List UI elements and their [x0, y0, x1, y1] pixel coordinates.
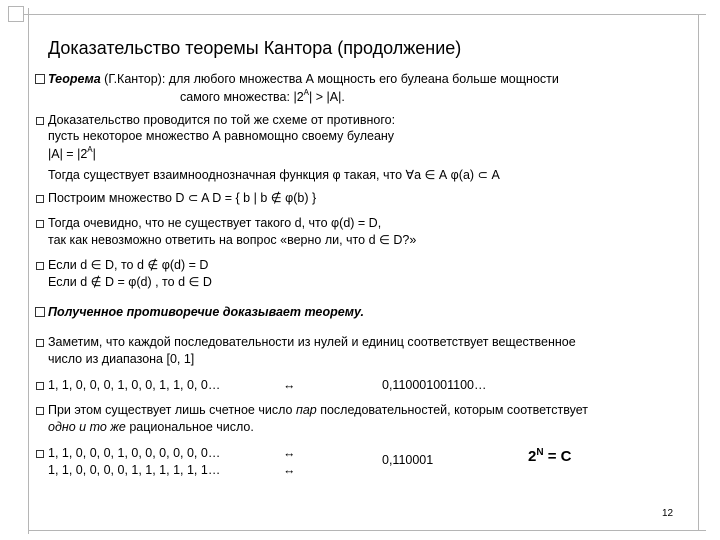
proof-line-9: Если d ∉ D = φ(d) , то d ∈ D [48, 275, 212, 289]
bullet-icon [36, 220, 44, 228]
equivalence-arrow: ↔ [283, 378, 296, 392]
theorem-line-1 [48, 71, 559, 87]
proof-line-2: пусть некоторое множество А равномощно своему булеану [48, 129, 395, 143]
proof-line-4: Тогда существует взаимнооднозначная функция φ такая, что ∀а ∈ А φ(а) ⊂ А [48, 168, 500, 182]
value-2: 0,110001 [382, 453, 434, 467]
theorem-label: Теорема [48, 72, 101, 86]
bullet-icon [36, 382, 44, 390]
equivalence-arrow: ↔ [283, 446, 296, 460]
sequence-1: 1, 1, 0, 0, 0, 1, 0, 0, 1, 1, 0, 0… [48, 378, 221, 392]
proof-line-1: Доказательство проводится по той же схеме от противного: [48, 113, 396, 127]
theorem-line-2: самого множества: $|2^A| > |A|$. [180, 88, 345, 104]
slide-title: Доказательство теоремы Кантора (продолжение) [48, 38, 462, 58]
note-line-1: Заметим, что каждой последовательности из нулей и единиц соответствует вещественное [48, 335, 576, 349]
bullet-icon [35, 307, 45, 317]
conclusion-text: Полученное противоречие доказывает теорему. [48, 305, 364, 319]
sequence-3: 1, 1, 0, 0, 0, 0, 1, 1, 1, 1, 1, 1… [48, 463, 221, 477]
proof-line-5: Построим множество D ⊂ A D = { b | b ∉ φ(b) } [48, 191, 317, 205]
proof-line-8: Если d ∈ D, то d ∉ φ(d) = D [48, 258, 209, 272]
note-line-4: одно и то же рациональное число. [48, 420, 254, 434]
theorem-text-1: (Г.Кантор): для любого множества А мощность его булеана больше мощности [100, 72, 559, 86]
note-line-3: При этом существует лишь счетное число пар последовательностей, которым соответствует [48, 403, 588, 417]
frame-right-line [698, 14, 699, 530]
bullet-icon [36, 450, 44, 458]
frame-left-line [28, 8, 29, 534]
proof-line-7: так как невозможно ответить на вопрос «верно ли, что d ∈ D?» [48, 233, 417, 247]
bullet-icon [36, 407, 44, 415]
bullet-icon [35, 74, 45, 84]
cardinality-formula: $2^N = C$ [528, 447, 572, 465]
frame-bottom-line [28, 530, 706, 531]
bullet-icon [36, 339, 44, 347]
sequence-2: 1, 1, 0, 0, 0, 1, 0, 0, 0, 0, 0, 0… [48, 446, 221, 460]
bullet-icon [36, 117, 44, 125]
page-number: 12 [662, 508, 674, 519]
equivalence-arrow: ↔ [283, 463, 296, 477]
bullet-icon [36, 195, 44, 203]
frame-top-line [16, 14, 706, 15]
note-line-2: число из диапазона [0, 1] [48, 352, 195, 366]
bullet-icon [36, 262, 44, 270]
corner-decoration [8, 6, 24, 22]
proof-line-3: $|A| = |2^A|$ [48, 145, 96, 161]
value-1: 0,110001001100… [382, 378, 487, 392]
proof-line-6: Тогда очевидно, что не существует такого d, что φ(d) = D, [48, 216, 382, 230]
